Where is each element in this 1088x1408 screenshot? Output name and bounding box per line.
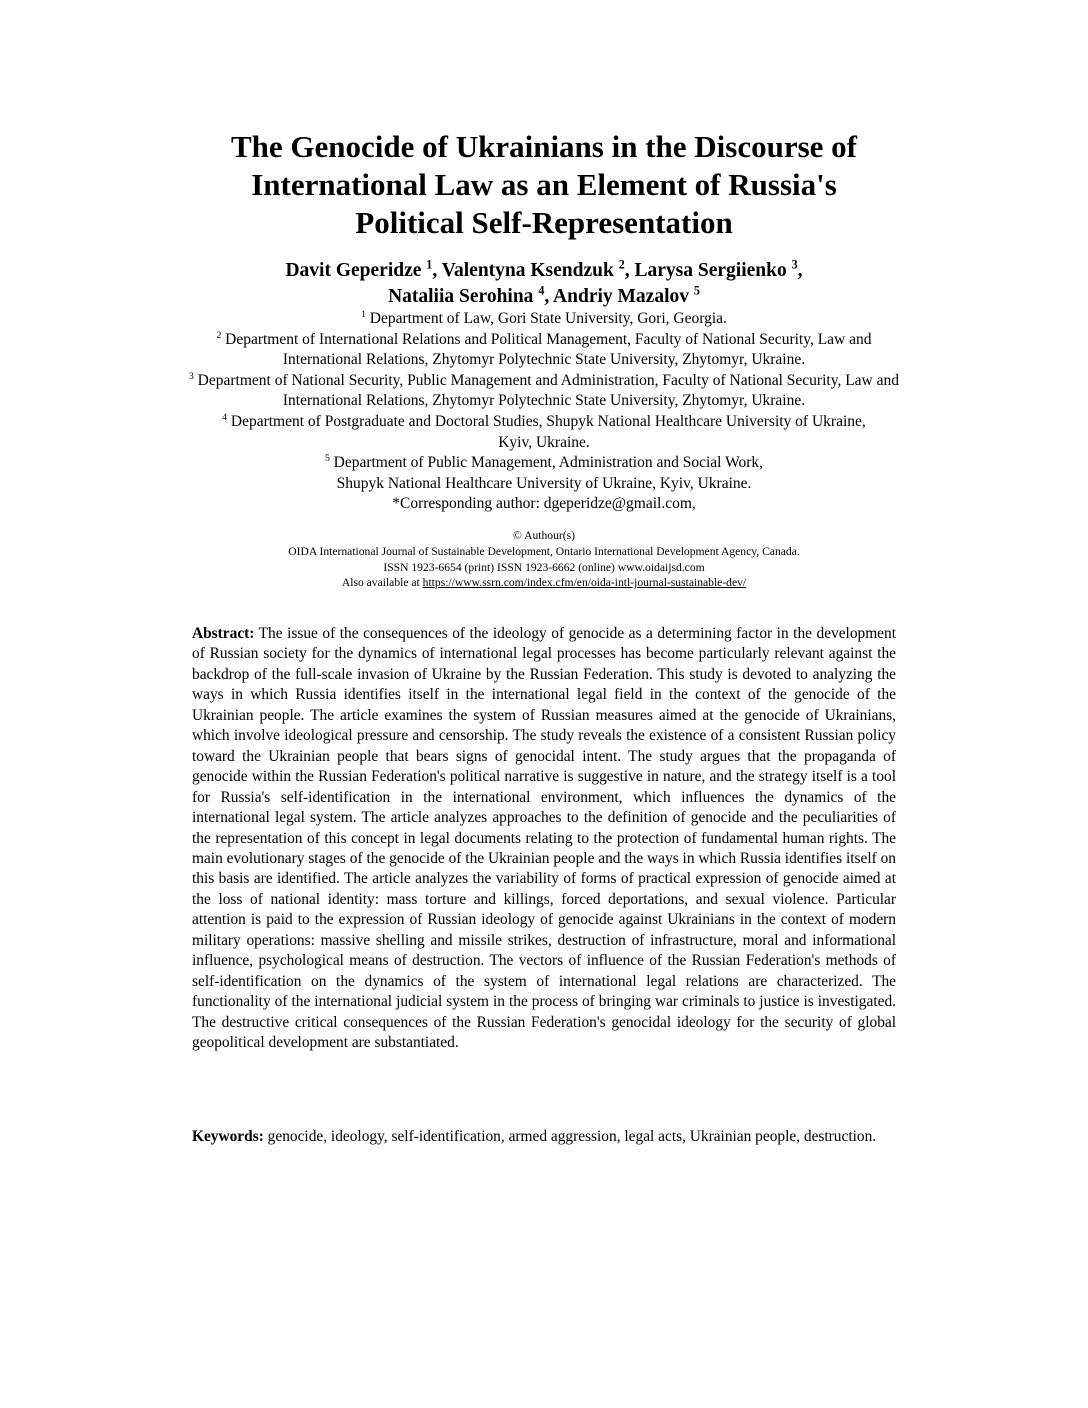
copyright: © Authour(s) bbox=[513, 529, 575, 542]
author-affil-marker: 1 bbox=[426, 257, 433, 272]
affiliation-marker: 5 bbox=[324, 453, 330, 464]
affiliation-line: International Relations, Zhytomyr Polytechnic State University, Zhytomyr, Ukraine. bbox=[282, 351, 806, 369]
author-name: Nataliia Serohina bbox=[388, 286, 534, 307]
author-affil-marker: 2 bbox=[618, 257, 625, 272]
journal-name: OIDA International Journal of Sustainable Development, Ontario International Development Agency, Canada. bbox=[288, 544, 800, 558]
author-affil-marker: 4 bbox=[538, 283, 545, 298]
affiliation-marker: 1 bbox=[361, 308, 366, 320]
affiliation-line: Kyiv, Ukraine. bbox=[498, 433, 590, 451]
affiliation-line: Shupyk National Healthcare University of Ukraine, Kyiv, Ukraine. bbox=[336, 474, 752, 492]
author-name: Davit Geperidze bbox=[285, 260, 422, 281]
author-separator: , bbox=[432, 260, 442, 281]
author-name: Valentyna Ksendzuk bbox=[441, 260, 614, 281]
abstract bbox=[192, 624, 896, 1054]
author-affil-marker: 5 bbox=[693, 283, 700, 298]
title-line: International Law as an Element of Russia's bbox=[251, 167, 837, 202]
affiliation-list bbox=[60, 309, 1028, 515]
affiliation-marker: 2 bbox=[216, 329, 222, 341]
author-separator: , bbox=[797, 260, 803, 281]
keywords bbox=[192, 1127, 896, 1147]
affiliation-marker: 4 bbox=[222, 411, 227, 423]
abstract-label: Abstract: bbox=[192, 625, 255, 642]
title-line: The Genocide of Ukrainians in the Discourse of bbox=[230, 129, 858, 164]
affiliation-line bbox=[60, 371, 1028, 392]
affiliation-text: Department of National Security, Public Management and Administration, Faculty of National Security, Law and bbox=[193, 371, 900, 389]
journal-info bbox=[140, 528, 948, 591]
affiliation-line bbox=[60, 412, 1028, 433]
affiliation-text: Department of Postgraduate and Doctoral Studies, Shupyk National Healthcare University of Ukraine, bbox=[227, 412, 866, 430]
affiliation-marker: 3 bbox=[188, 370, 194, 382]
journal-issn: ISSN 1923-6654 (print) ISSN 1923-6662 (online) www.oidaijsd.com bbox=[383, 560, 705, 574]
ssrn-link[interactable]: https://www.ssrn.com/index.cfm/en/oida-intl-journal-sustainable-dev/ bbox=[422, 576, 747, 590]
affiliation-text: Department of Law, Gori State University, Gori, Georgia. bbox=[365, 310, 727, 327]
author-name: Larysa Sergiienko bbox=[634, 260, 787, 281]
availability bbox=[140, 575, 948, 591]
author-line bbox=[140, 284, 948, 310]
affiliation-text: Department of Public Management, Administration and Social Work, bbox=[329, 454, 764, 472]
author-list bbox=[140, 258, 948, 310]
author-separator: , bbox=[624, 260, 635, 281]
affiliation-line bbox=[60, 453, 1028, 474]
affiliation-line: International Relations, Zhytomyr Polytechnic State University, Zhytomyr, Ukraine. bbox=[282, 392, 806, 410]
availability-prefix: Also available at bbox=[341, 576, 423, 590]
paper-title bbox=[140, 128, 948, 242]
keywords-text: genocide, ideology, self-identification, armed aggression, legal acts, Ukrainian people, destruction. bbox=[263, 1128, 877, 1145]
affiliation-line bbox=[60, 330, 1028, 351]
author-name: Andriy Mazalov bbox=[553, 286, 689, 307]
affiliation-line bbox=[60, 309, 1028, 330]
author-line bbox=[140, 258, 948, 284]
corresponding-author: *Corresponding author: dgeperidze@gmail.com, bbox=[392, 495, 696, 513]
author-separator: , bbox=[544, 286, 554, 307]
abstract-text: The issue of the consequences of the ideology of genocide as a determining factor in the development of Russian society for the dynamics of international legal processes has become particularly relevant against the backdrop of the full-scale invasion of Ukraine by the Russian Federation. This study is devoted to analyzing the ways in which Russia identifies itself in the international legal field in the context of the genocide of the Ukrainian people. The article examines the system of Russian measures aimed at the genocide of Ukrainians, which involve ideological pressure and censorship. The study reveals the existence of a consistent Russian policy toward the Ukrainian people that bears signs of genocidal intent. The study argues that the propaganda of genocide within the Russian Federation's political narrative is suggestive in nature, and the strategy itself is a tool for Russia's self-identification in the international environment, which influences the dynamics of the international legal system. The article analyzes approaches to the definition of genocide and the peculiarities of the representation of this concept in legal documents relating to the protection of fundamental human rights. The main evolutionary stages of the genocide of the Ukrainian people and the ways in which Russia identifies itself on this basis are identified. The article analyzes the variability of forms of practical expression of genocide aimed at the loss of national identity: mass torture and killings, forced deportations, and sexual violence. Particular attention is paid to the expression of Russian ideology of genocide against Ukrainians in the context of modern military operations: massive shelling and missile strikes, destruction of infrastructure, moral and informational influence, psychological means of destruction. The vectors of influence of the Russian Federation's methods of self-identification on the dynamics of the system of international legal relations are characterized. The functionality of the international judicial system in the process of bringing war criminals to justice is investigated. The destructive critical consequences of the Russian Federation's genocidal ideology for the security of global geopolitical development are substantiated. bbox=[192, 625, 896, 1052]
author-affil-marker: 3 bbox=[791, 257, 798, 272]
affiliation-text: Department of International Relations and Political Management, Faculty of National Security, Law and bbox=[221, 330, 872, 348]
keywords-label: Keywords: bbox=[192, 1128, 264, 1145]
title-line: Political Self-Representation bbox=[355, 205, 733, 240]
